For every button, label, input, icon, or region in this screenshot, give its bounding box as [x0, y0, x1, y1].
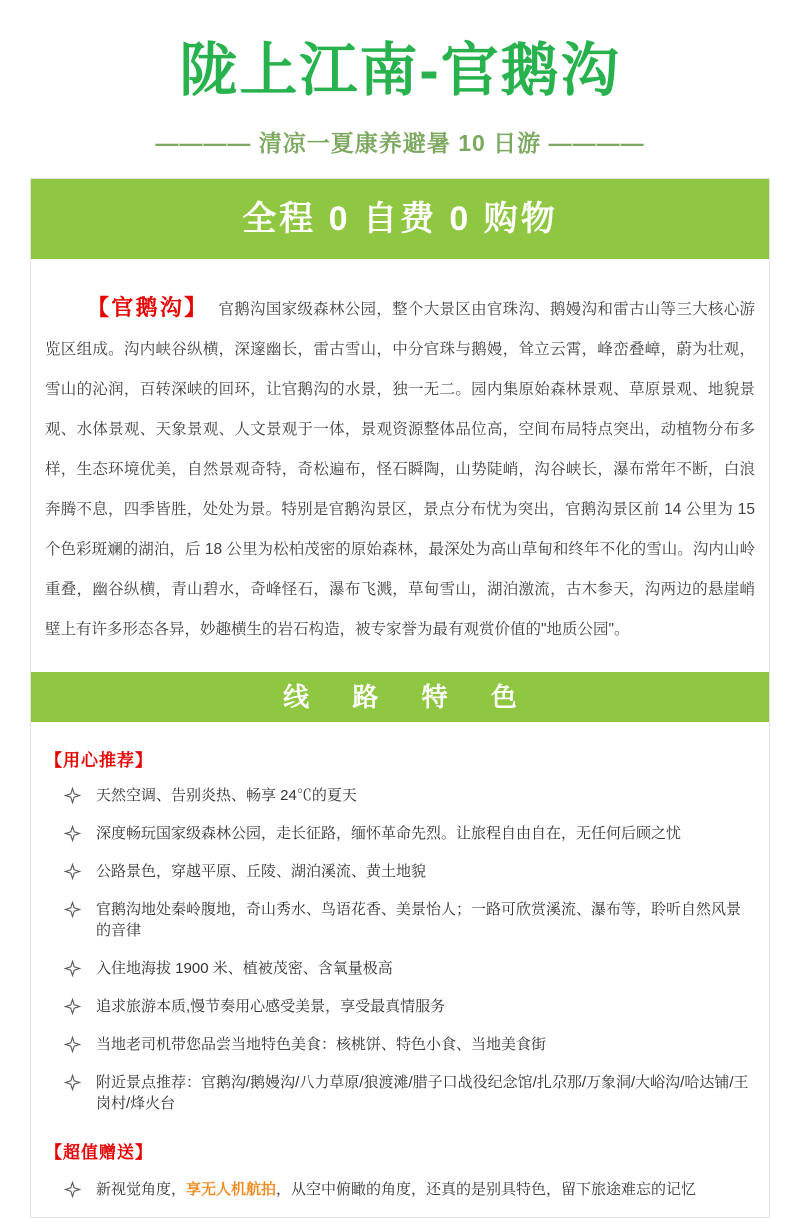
list-item-text: 附近景点推荐：官鹅沟/鹅嫚沟/八力草原/狼渡滩/腊子口战役纪念馆/扎尕那/万象洞/大峪沟/哈达铺/王岗村/烽火台 [96, 1073, 749, 1112]
four-pointed-star-icon [65, 826, 80, 841]
page-subtitle: ———— 清凉一夏康养避暑 10 日游 ———— [155, 129, 645, 156]
four-pointed-star-icon [65, 902, 80, 917]
list-item-text [96, 1179, 696, 1200]
bonus-text-post: ，从空中俯瞰的角度，还真的是别具特色，留下旅途难忘的记忆 [276, 1180, 697, 1198]
four-pointed-star-icon [65, 1075, 80, 1090]
four-pointed-star-icon [65, 864, 80, 879]
intro-paragraph [31, 274, 769, 656]
bonus-list [31, 1179, 769, 1200]
content-box [30, 178, 770, 1218]
list-item-text: 公路景色，穿越平原、丘陵、湖泊溪流、黄土地貌 [96, 862, 427, 880]
four-pointed-star-icon [65, 1037, 80, 1052]
list-item [65, 1072, 755, 1114]
zero-fee-banner: 全程 0 自费 0 购物 [31, 179, 769, 259]
list-item-text: 入住地海拔 1900 米、植被茂密、含氧量极高 [96, 959, 393, 977]
list-item [65, 1179, 755, 1200]
list-item [65, 899, 755, 941]
route-features-banner: 线 路 特 色 [31, 672, 769, 722]
list-item-text: 深度畅玩国家级森林公园，走长征路，缅怀革命先烈。让旅程自由自在，无任何后顾之忧 [96, 824, 682, 842]
list-item-text: 天然空调、告别炎热、畅享 24℃的夏天 [96, 786, 357, 804]
recommend-list [31, 785, 769, 1114]
list-item-text: 当地老司机带您品尝当地特色美食：核桃饼、特色小食、当地美食街 [96, 1035, 547, 1053]
recommend-section-label: 【用心推荐】 [45, 750, 153, 770]
list-item [65, 823, 755, 844]
list-item [65, 861, 755, 882]
bonus-text-pre: 新视觉角度， [96, 1180, 187, 1198]
four-pointed-star-icon [65, 961, 80, 976]
list-item-text: 追求旅游本质,慢节奏用心感受美景，享受最真情服务 [96, 997, 446, 1015]
travel-flyer-page [0, 38, 800, 1198]
bonus-text-highlight: 享无人机航拍 [186, 1180, 277, 1198]
four-pointed-star-icon [65, 788, 80, 803]
bonus-section-label: 【超值赠送】 [45, 1142, 153, 1162]
intro-body-text: 官鹅沟国家级森林公园，整个大景区由官珠沟、鹅嫚沟和雷古山等三大核心游览区组成。沟内峡谷纵横，深邃幽长，雷古雪山，中分官珠与鹅嫚，耸立云霄，峰峦叠嶂，蔚为壮观，雪山的沁润，百转深峡的回环，让官鹅沟的水景，独一无二。园内集原始森林景观、草原景观、地貌景观、水体景观、天象景观、人文景观于一体，景观资源整体品位高，空间布局特点突出，动植物分布多样，生态环境优美，自然景观奇特，奇松遍布，怪石瞬陶，山势陡峭，沟谷峡长，瀑布常年不断，白浪奔腾不息，四季皆胜，处处为景。特别是官鹅沟景区，景点分布忧为突出，官鹅沟景区前 14 公里为 15 个色彩斑斓的湖泊，后 18 公里为松柏茂密的原始森林，最深处为高山草甸和终年不化的雪山。沟内山岭重叠，幽谷纵横，青山碧水，奇峰怪石，瀑布飞溅，草甸雪山，湖泊激流，古木参天，沟两边的悬崖峭壁上有许多形态各异，妙趣横生的岩石构造，被专家誉为最有观赏价值的"地质公园"。 [45, 301, 755, 639]
four-pointed-star-icon [65, 999, 80, 1014]
intro-section-label: 【官鹅沟】 [87, 295, 209, 321]
list-item [65, 958, 755, 979]
list-item [65, 785, 755, 806]
page-title: 陇上江南-官鹅沟 [179, 38, 621, 103]
four-pointed-star-icon [65, 1182, 80, 1197]
list-item [65, 996, 755, 1017]
list-item-text: 官鹅沟地处秦岭腹地，奇山秀水、鸟语花香、美景怡人；一路可欣赏溪流、瀑布等，聆听自然风景的音律 [96, 900, 742, 939]
list-item [65, 1034, 755, 1055]
